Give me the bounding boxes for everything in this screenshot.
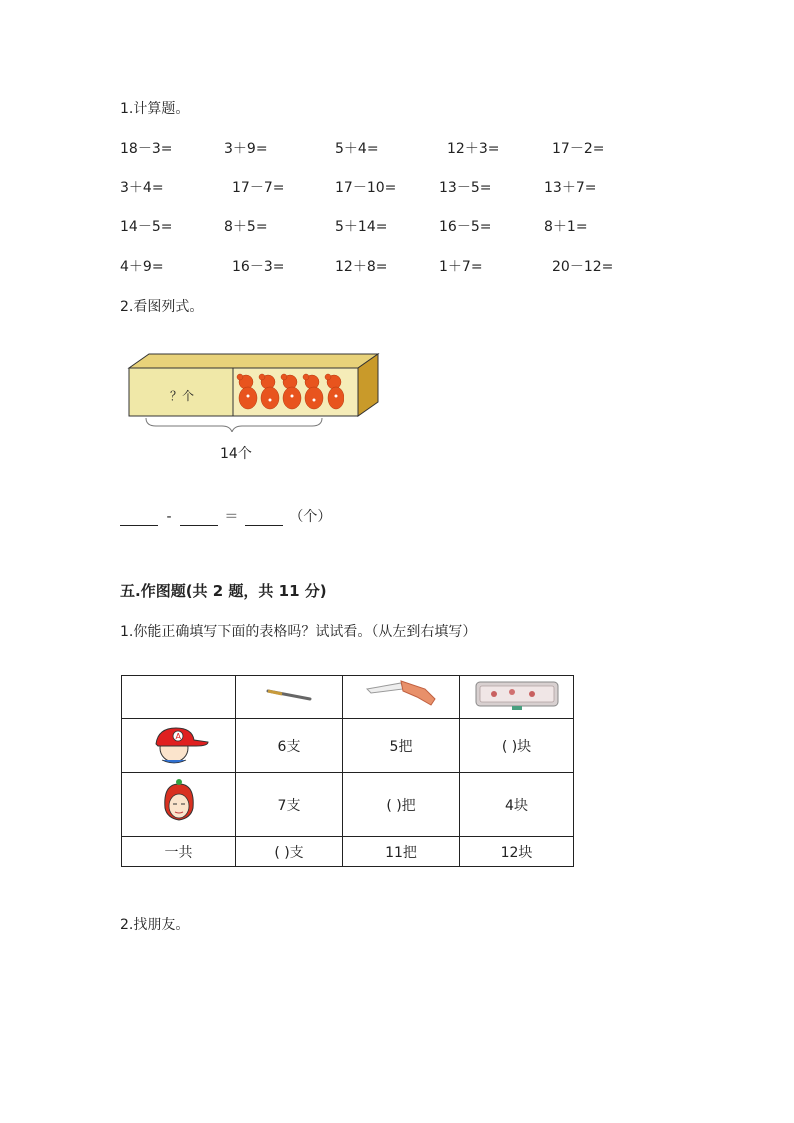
equation: 4＋9= xyxy=(120,259,164,275)
q2-title: 2.看图列式。 xyxy=(120,299,204,315)
answer-blank[interactable] xyxy=(180,511,218,526)
table-corner-cell xyxy=(122,676,236,719)
table-header-cell xyxy=(343,676,460,719)
pencil-case-icon xyxy=(472,678,562,712)
equation: 20－12= xyxy=(552,259,614,275)
squirrel-icon xyxy=(281,374,301,409)
table-row xyxy=(122,773,574,837)
q5-1-title: 1.你能正确填写下面的表格吗？试试看。（从左到右填写） xyxy=(120,624,477,640)
table-header-cell xyxy=(460,676,574,719)
fill-table xyxy=(121,675,574,867)
equation: 3＋9= xyxy=(224,141,268,157)
equation: 12＋8= xyxy=(335,259,388,275)
table-cell[interactable]: 11把 xyxy=(343,837,460,867)
total-label: 14个 xyxy=(220,446,252,462)
table-header-row xyxy=(122,676,574,719)
section-title: 五.作图题(共 2 题，共 11 分) xyxy=(120,582,327,600)
squirrel-icon xyxy=(259,374,279,409)
equation: 3＋4= xyxy=(120,180,164,196)
equation: 13－5= xyxy=(439,180,492,196)
squirrel-group xyxy=(236,372,344,414)
squirrel-icon xyxy=(303,374,323,409)
squirrel-icon xyxy=(325,374,344,409)
table-total-row xyxy=(122,837,574,867)
table-header-cell xyxy=(236,676,343,719)
equation: 17－2= xyxy=(552,141,605,157)
equation: 12＋3= xyxy=(447,141,500,157)
box-top xyxy=(129,354,378,368)
equation: 17－7= xyxy=(232,180,285,196)
boy-cap-icon xyxy=(146,722,212,766)
equation: 1＋7= xyxy=(439,259,483,275)
person-cell xyxy=(122,719,236,773)
table-cell[interactable]: 5把 xyxy=(343,719,460,773)
table-cell[interactable]: ( )块 xyxy=(460,719,574,773)
table-cell[interactable]: ( )支 xyxy=(236,837,343,867)
equals-sign: ＝ xyxy=(224,509,239,525)
knife-icon xyxy=(361,677,441,713)
q5-2-title: 2.找朋友。 xyxy=(120,917,190,933)
table-cell[interactable]: 6支 xyxy=(236,719,343,773)
pen-icon xyxy=(264,687,314,703)
brace xyxy=(146,418,322,432)
table-cell[interactable]: ( )把 xyxy=(343,773,460,837)
total-label-cell: 一共 xyxy=(122,837,236,867)
table-row xyxy=(122,719,574,773)
equation: 5＋4= xyxy=(335,141,379,157)
table-cell[interactable]: 7支 xyxy=(236,773,343,837)
unit-label: （个） xyxy=(289,509,332,525)
equation: 13＋7= xyxy=(544,180,597,196)
box-unknown-label: ？个 xyxy=(170,389,195,403)
equation: 14－5= xyxy=(120,219,173,235)
equation: 18－3= xyxy=(120,141,173,157)
minus-sign: - xyxy=(166,509,172,525)
squirrel-icons xyxy=(236,372,344,414)
girl-icon xyxy=(159,778,199,828)
q1-title: 1.计算题。 xyxy=(120,101,190,117)
table-cell[interactable]: 12块 xyxy=(460,837,574,867)
squirrel-icon xyxy=(237,374,257,409)
answer-blank[interactable] xyxy=(120,511,158,526)
equation: 16－3= xyxy=(232,259,285,275)
svg-text:A: A xyxy=(175,731,181,741)
person-cell xyxy=(122,773,236,837)
answer-formula xyxy=(120,506,331,526)
equation: 5＋14= xyxy=(335,219,388,235)
equation: 8＋1= xyxy=(544,219,588,235)
equation: 16－5= xyxy=(439,219,492,235)
answer-blank[interactable] xyxy=(245,511,283,526)
table-cell[interactable]: 4块 xyxy=(460,773,574,837)
equation: 8＋5= xyxy=(224,219,268,235)
equation: 17－10= xyxy=(335,180,397,196)
